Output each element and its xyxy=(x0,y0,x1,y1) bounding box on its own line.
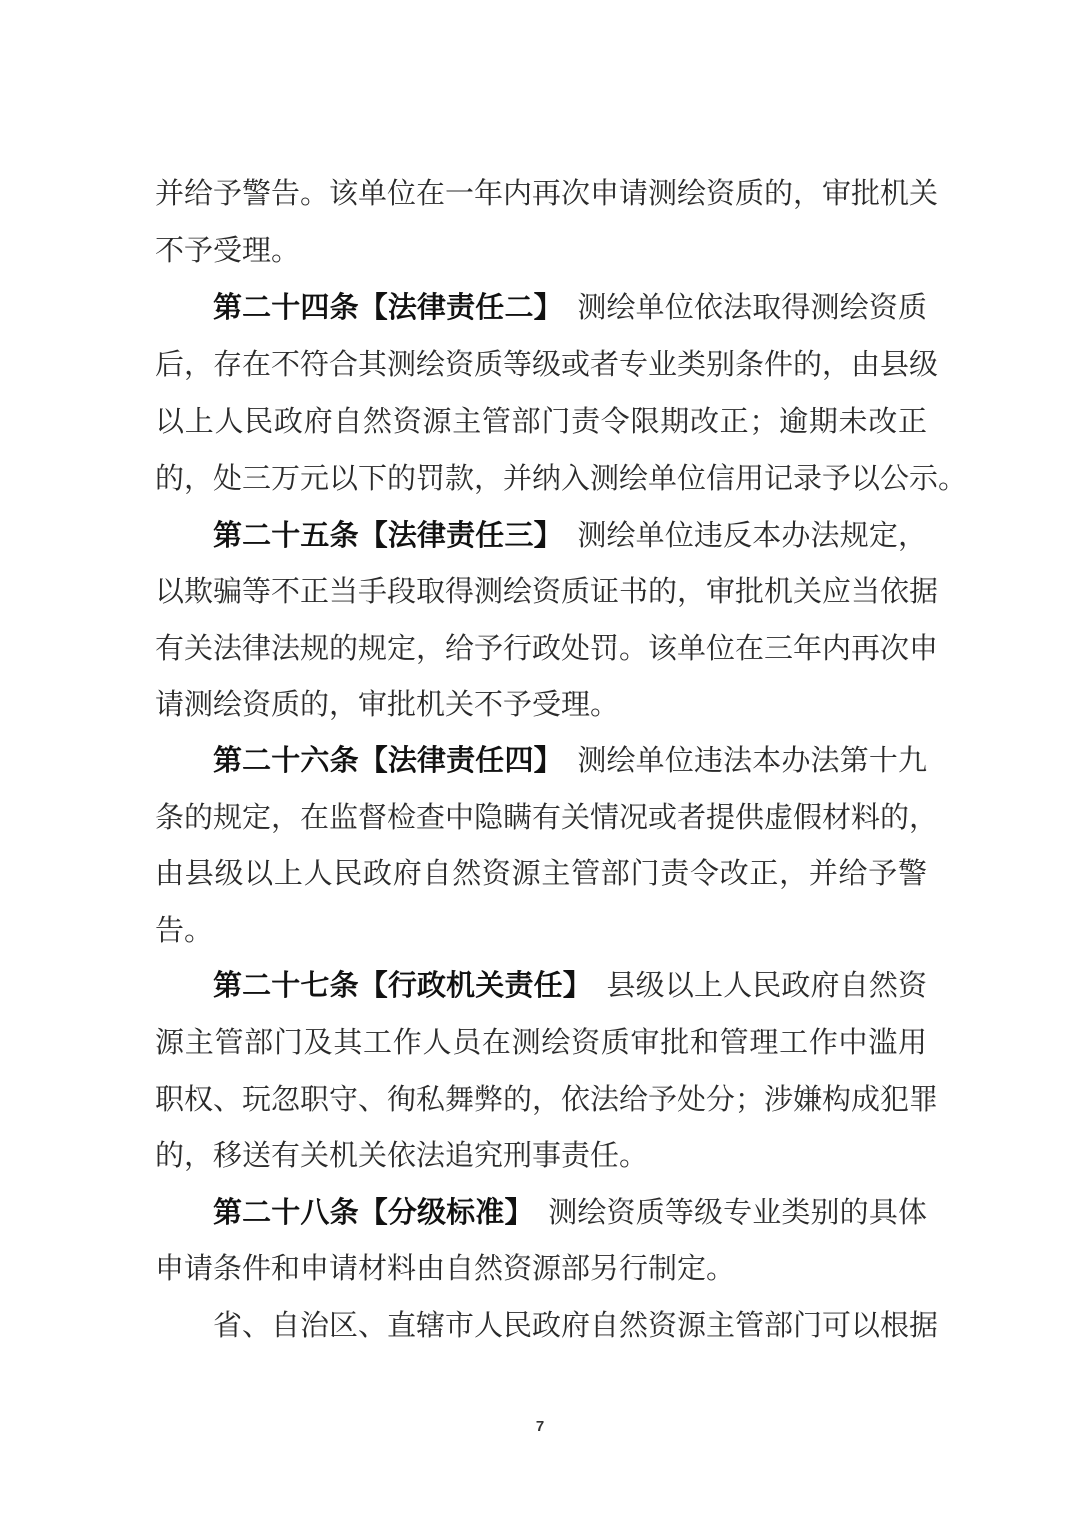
text-line: 有关法律法规的规定，给予行政处罚。该单位在三年内再次申 xyxy=(155,631,939,665)
article-27-heading-line xyxy=(213,965,927,1005)
text-line: 由县级以上人民政府自然资源主管部门责令改正，并给予警 xyxy=(155,856,927,890)
article-text: 测绘资质等级专业类别的具体 xyxy=(519,1195,927,1229)
article-26-heading-line xyxy=(213,740,927,780)
text-line: 省、自治区、直辖市人民政府自然资源主管部门可以根据 xyxy=(213,1308,939,1342)
text-line: 并给予警告。该单位在一年内再次申请测绘资质的，审批机关 xyxy=(155,176,939,210)
text-line: 职权、玩忽职守、徇私舞弊的，依法给予处分；涉嫌构成犯罪 xyxy=(155,1082,939,1116)
text-line: 的，处三万元以下的罚款，并纳入测绘单位信用记录予以公示。 xyxy=(155,461,968,495)
text-line: 源主管部门及其工作人员在测绘资质审批和管理工作中滥用 xyxy=(155,1025,927,1059)
text-line: 申请条件和申请材料由自然资源部另行制定。 xyxy=(155,1251,736,1285)
article-heading: 第二十四条【法律责任二】 xyxy=(213,290,549,324)
text-line: 条的规定，在监督检查中隐瞒有关情况或者提供虚假材料的， xyxy=(155,800,939,834)
article-24-heading-line xyxy=(213,287,927,327)
page-number: 7 xyxy=(535,1418,545,1435)
text-line: 后，存在不符合其测绘资质等级或者专业类别条件的，由县级 xyxy=(155,347,939,381)
text-line: 以上人民政府自然资源主管部门责令限期改正；逾期未改正 xyxy=(155,404,927,438)
text-line: 以欺骗等不正当手段取得测绘资质证书的，审批机关应当依据 xyxy=(155,574,939,608)
article-heading: 第二十八条【分级标准】 xyxy=(213,1195,520,1229)
article-heading: 第二十六条【法律责任四】 xyxy=(213,743,549,777)
text-line: 请测绘资质的，审批机关不予受理。 xyxy=(155,687,620,721)
article-text: 测绘单位违法本办法第十九 xyxy=(548,743,927,777)
article-text: 测绘单位依法取得测绘资质 xyxy=(548,290,927,324)
article-28-heading-line xyxy=(213,1192,927,1232)
article-text: 测绘单位违反本办法规定， xyxy=(548,518,927,552)
article-heading: 第二十七条【行政机关责任】 xyxy=(213,968,578,1002)
article-text: 县级以上人民政府自然资 xyxy=(577,968,927,1002)
text-line: 的，移送有关机关依法追究刑事责任。 xyxy=(155,1138,649,1172)
text-line: 不予受理。 xyxy=(155,233,301,267)
text-line: 告。 xyxy=(155,913,214,947)
article-25-heading-line xyxy=(213,515,927,555)
article-heading: 第二十五条【法律责任三】 xyxy=(213,518,549,552)
